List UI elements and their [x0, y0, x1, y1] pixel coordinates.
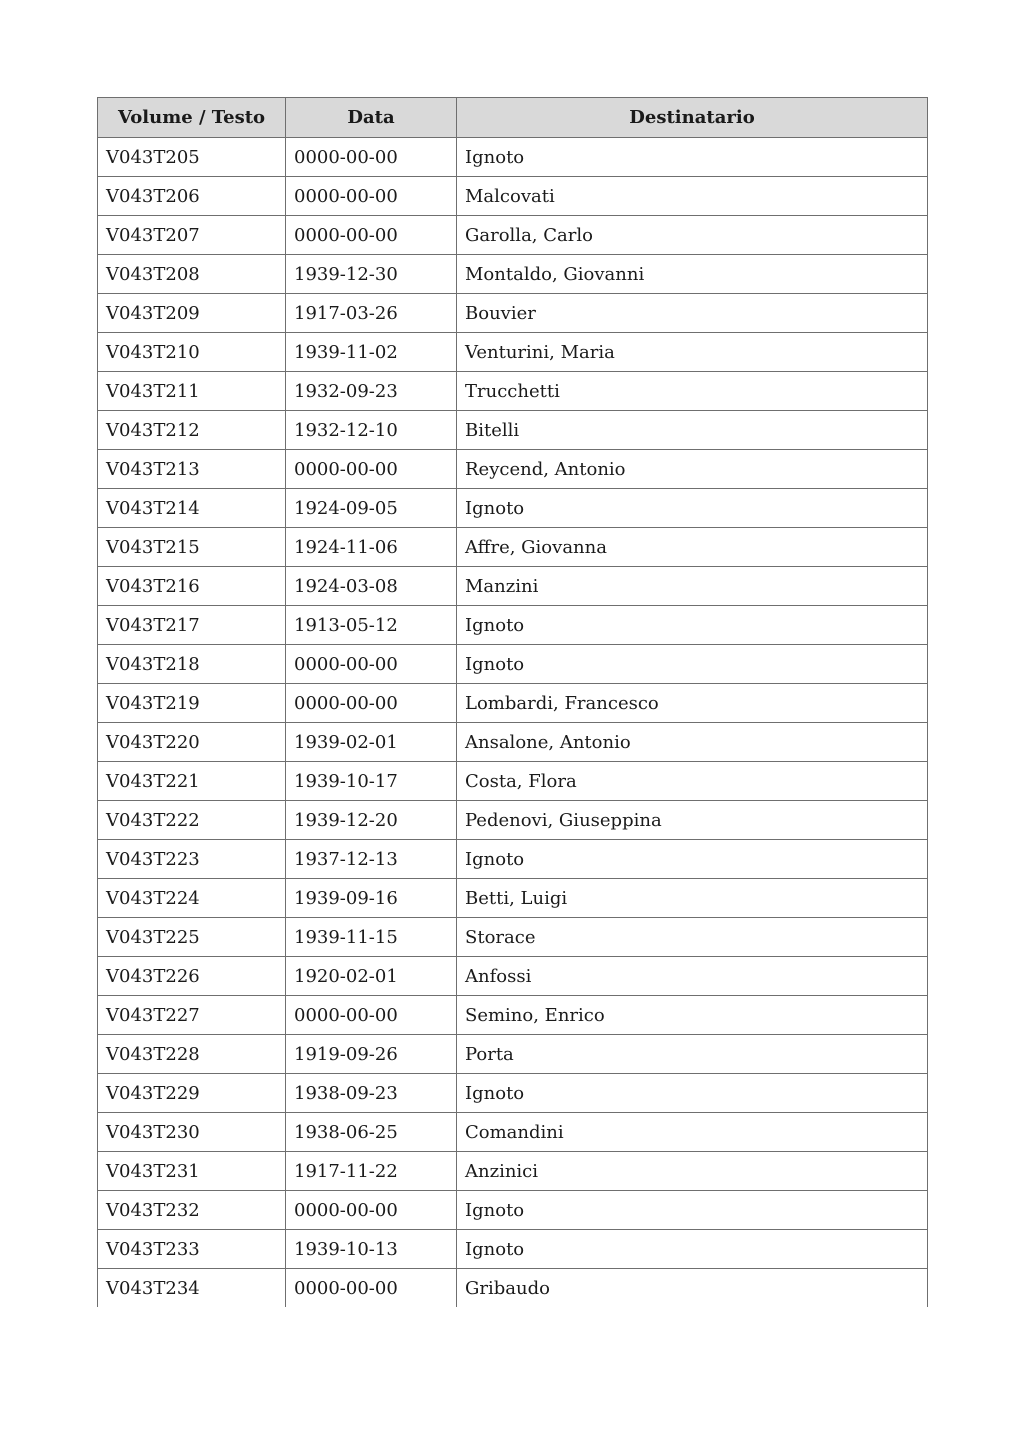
destinatario-cell: Reycend, Antonio	[457, 450, 928, 489]
destinatario-cell: Ignoto	[457, 606, 928, 645]
data-cell: 0000-00-00	[286, 1191, 457, 1230]
volume-testo-cell: V043T214	[98, 489, 286, 528]
destinatario-cell: Anzinici	[457, 1152, 928, 1191]
table-row	[98, 1074, 928, 1113]
table-row	[98, 645, 928, 684]
data-cell: 1939-10-17	[286, 762, 457, 801]
volume-testo-cell: V043T211	[98, 372, 286, 411]
volume-testo-cell: V043T217	[98, 606, 286, 645]
destinatario-cell: Lombardi, Francesco	[457, 684, 928, 723]
data-cell: 1937-12-13	[286, 840, 457, 879]
data-cell: 0000-00-00	[286, 996, 457, 1035]
volume-testo-cell: V043T208	[98, 255, 286, 294]
data-cell: 1917-11-22	[286, 1152, 457, 1191]
volume-testo-cell: V043T234	[98, 1269, 286, 1308]
destinatario-cell: Ignoto	[457, 1191, 928, 1230]
destinatario-cell: Malcovati	[457, 177, 928, 216]
data-cell: 1939-02-01	[286, 723, 457, 762]
destinatario-cell: Affre, Giovanna	[457, 528, 928, 567]
destinatario-cell: Montaldo, Giovanni	[457, 255, 928, 294]
data-cell: 1913-05-12	[286, 606, 457, 645]
column-header-volume-testo: Volume / Testo	[98, 98, 286, 138]
volume-testo-cell: V043T215	[98, 528, 286, 567]
table-row	[98, 177, 928, 216]
table-row	[98, 918, 928, 957]
volume-testo-cell: V043T218	[98, 645, 286, 684]
table-row	[98, 294, 928, 333]
data-cell: 0000-00-00	[286, 684, 457, 723]
data-cell: 1939-12-20	[286, 801, 457, 840]
volume-testo-cell: V043T232	[98, 1191, 286, 1230]
table-row	[98, 879, 928, 918]
data-cell: 1924-09-05	[286, 489, 457, 528]
table-row	[98, 138, 928, 177]
destinatario-cell: Manzini	[457, 567, 928, 606]
volume-testo-cell: V043T222	[98, 801, 286, 840]
volume-testo-cell: V043T227	[98, 996, 286, 1035]
destinatario-cell: Ignoto	[457, 645, 928, 684]
data-cell: 1939-10-13	[286, 1230, 457, 1269]
destinatario-cell: Gribaudo	[457, 1269, 928, 1308]
table-row	[98, 801, 928, 840]
destinatario-cell: Bouvier	[457, 294, 928, 333]
data-cell: 1939-11-02	[286, 333, 457, 372]
table-row	[98, 1269, 928, 1308]
destinatario-cell: Ignoto	[457, 138, 928, 177]
table-row	[98, 1113, 928, 1152]
data-cell: 0000-00-00	[286, 645, 457, 684]
table-row	[98, 1152, 928, 1191]
volume-testo-cell: V043T206	[98, 177, 286, 216]
destinatario-cell: Trucchetti	[457, 372, 928, 411]
data-cell: 1939-11-15	[286, 918, 457, 957]
table-row	[98, 450, 928, 489]
volume-testo-cell: V043T210	[98, 333, 286, 372]
data-cell: 0000-00-00	[286, 450, 457, 489]
table-row	[98, 957, 928, 996]
letters-table	[97, 97, 928, 1307]
data-cell: 0000-00-00	[286, 177, 457, 216]
volume-testo-cell: V043T212	[98, 411, 286, 450]
destinatario-cell: Ansalone, Antonio	[457, 723, 928, 762]
volume-testo-cell: V043T233	[98, 1230, 286, 1269]
table-row	[98, 684, 928, 723]
volume-testo-cell: V043T229	[98, 1074, 286, 1113]
destinatario-cell: Comandini	[457, 1113, 928, 1152]
volume-testo-cell: V043T213	[98, 450, 286, 489]
destinatario-cell: Ignoto	[457, 1230, 928, 1269]
destinatario-cell: Semino, Enrico	[457, 996, 928, 1035]
volume-testo-cell: V043T228	[98, 1035, 286, 1074]
data-cell: 1938-06-25	[286, 1113, 457, 1152]
data-cell: 1917-03-26	[286, 294, 457, 333]
destinatario-cell: Anfossi	[457, 957, 928, 996]
destinatario-cell: Costa, Flora	[457, 762, 928, 801]
data-cell: 1939-09-16	[286, 879, 457, 918]
data-cell: 0000-00-00	[286, 138, 457, 177]
volume-testo-cell: V043T220	[98, 723, 286, 762]
table-row	[98, 762, 928, 801]
table-body	[98, 138, 928, 1308]
table-header	[98, 98, 928, 138]
table-row	[98, 1230, 928, 1269]
data-cell: 1924-03-08	[286, 567, 457, 606]
volume-testo-cell: V043T207	[98, 216, 286, 255]
data-cell: 1932-09-23	[286, 372, 457, 411]
table-row	[98, 216, 928, 255]
table-row	[98, 996, 928, 1035]
volume-testo-cell: V043T221	[98, 762, 286, 801]
table-row	[98, 489, 928, 528]
table-row	[98, 255, 928, 294]
table-row	[98, 1191, 928, 1230]
destinatario-cell: Venturini, Maria	[457, 333, 928, 372]
data-cell: 1924-11-06	[286, 528, 457, 567]
header-row	[98, 98, 928, 138]
data-cell: 1938-09-23	[286, 1074, 457, 1113]
data-cell: 1939-12-30	[286, 255, 457, 294]
destinatario-cell: Ignoto	[457, 840, 928, 879]
column-header-data: Data	[286, 98, 457, 138]
destinatario-cell: Betti, Luigi	[457, 879, 928, 918]
data-cell: 1932-12-10	[286, 411, 457, 450]
table-row	[98, 1035, 928, 1074]
volume-testo-cell: V043T219	[98, 684, 286, 723]
volume-testo-cell: V043T216	[98, 567, 286, 606]
destinatario-cell: Pedenovi, Giuseppina	[457, 801, 928, 840]
column-header-destinatario: Destinatario	[457, 98, 928, 138]
destinatario-cell: Bitelli	[457, 411, 928, 450]
table-row	[98, 411, 928, 450]
table-row	[98, 372, 928, 411]
table-row	[98, 606, 928, 645]
volume-testo-cell: V043T225	[98, 918, 286, 957]
volume-testo-cell: V043T230	[98, 1113, 286, 1152]
volume-testo-cell: V043T231	[98, 1152, 286, 1191]
data-cell: 0000-00-00	[286, 1269, 457, 1308]
volume-testo-cell: V043T226	[98, 957, 286, 996]
destinatario-cell: Ignoto	[457, 1074, 928, 1113]
table-row	[98, 567, 928, 606]
volume-testo-cell: V043T209	[98, 294, 286, 333]
table-row	[98, 723, 928, 762]
destinatario-cell: Ignoto	[457, 489, 928, 528]
volume-testo-cell: V043T224	[98, 879, 286, 918]
document-page	[97, 97, 927, 1307]
table-row	[98, 528, 928, 567]
volume-testo-cell: V043T223	[98, 840, 286, 879]
destinatario-cell: Storace	[457, 918, 928, 957]
table-row	[98, 840, 928, 879]
data-cell: 1920-02-01	[286, 957, 457, 996]
destinatario-cell: Porta	[457, 1035, 928, 1074]
data-cell: 0000-00-00	[286, 216, 457, 255]
table-row	[98, 333, 928, 372]
data-cell: 1919-09-26	[286, 1035, 457, 1074]
destinatario-cell: Garolla, Carlo	[457, 216, 928, 255]
volume-testo-cell: V043T205	[98, 138, 286, 177]
